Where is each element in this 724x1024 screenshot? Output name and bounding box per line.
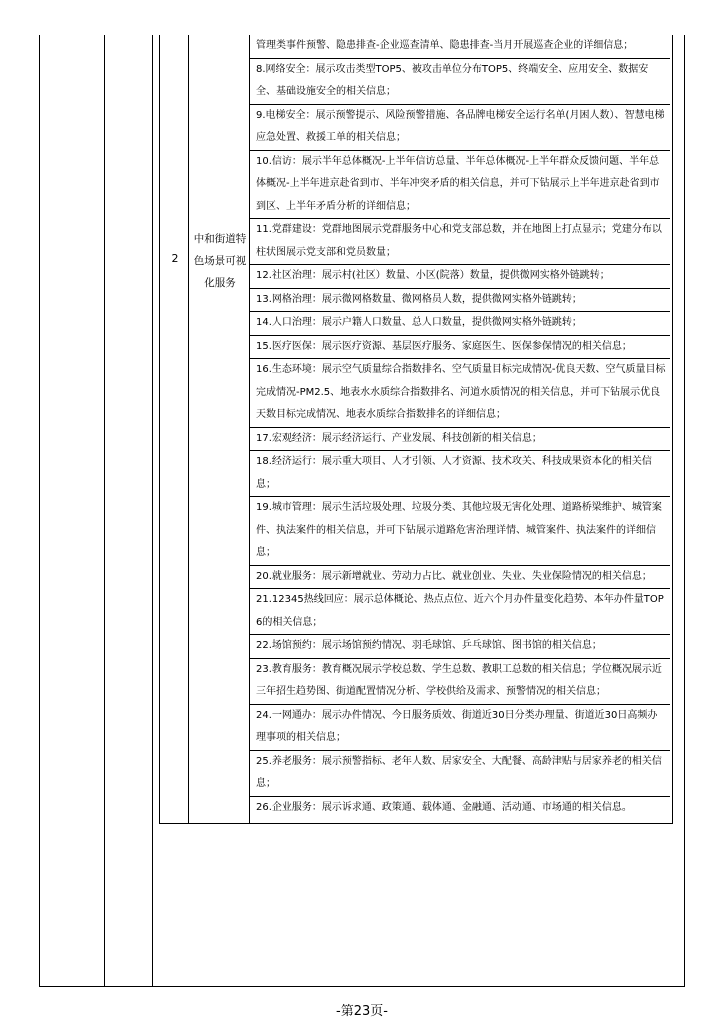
list-item: 19.城市管理：展示生活垃圾处理、垃圾分类、其他垃圾无害化处理、道路桥梁维护、城管案件、执法案件的相关信息，并可下钻展示道路危害治理详情、城管案件、执法案件的详细信息； (250, 497, 670, 566)
list-item: 26.企业服务：展示诉求通、政策通、载体通、金融通、活动通、市场通的相关信息。 (256, 801, 632, 813)
list-item: 17.宏观经济：展示经济运行、产业发展、科技创新的相关信息； (250, 428, 670, 452)
table-border-left (39, 35, 40, 987)
list-item: 15.医疗医保：展示医疗资源、基层医疗服务、家庭医生、医保参保情况的相关信息； (250, 336, 670, 360)
list-item: 16.生态环境：展示空气质量综合指数排名、空气质量目标完成情况-优良天数、空气质量目标完成情况-PM2.5、地表水水质综合指数排名、河道水质情况的相关信息，并可下钻展示优良天数目标完成情况、地表水质综合指数排名的详细信息； (250, 359, 670, 428)
list-item: 11.党群建设：党群地图展示党群服务中心和党支部总数，并在地图上打点显示；党建分布以柱状图展示党支部和党员数量； (250, 219, 670, 265)
list-item: 管理类事件预警、隐患排查-企业巡查清单、隐患排查-当月开展巡查企业的详细信息； (250, 35, 670, 59)
table-column-divider (152, 35, 153, 987)
row-number: 2 (171, 252, 179, 265)
list-item: 13.网格治理：展示微网格数量、微网格员人数，提供微网实格外链跳转； (250, 289, 670, 313)
list-item: 23.教育服务：教育概况展示学校总数、学生总数、教职工总数的相关信息；学位概况展示近三年招生趋势图、街道配置情况分析、学校供给及需求、预警情况的相关信息； (250, 659, 670, 705)
table-column-divider (104, 35, 105, 987)
list-item: 24.一网通办：展示办件情况、今日服务质效、街道近30日分类办理量、街道近30日高频办理事项的相关信息； (250, 705, 670, 751)
page-number: -第23页- (336, 1004, 388, 1019)
table-border-bottom (39, 986, 685, 987)
list-item: 22.场馆预约：展示场馆预约情况、羽毛球馆、乒乓球馆、图书馆的相关信息； (250, 635, 670, 659)
description-list (250, 35, 670, 819)
nested-column-divider (188, 35, 189, 823)
list-item: 20.就业服务：展示新增就业、劳动力占比、就业创业、失业、失业保险情况的相关信息； (250, 566, 670, 590)
list-item: 21.12345热线回应：展示总体概论、热点点位、近六个月办件量变化趋势、本年办件量TOP6的相关信息； (250, 589, 670, 635)
list-item: 18.经济运行：展示重大项目、人才引领、人才资源、技术攻关、科技成果资本化的相关信息； (250, 451, 670, 497)
row-category: 中和街道特色场景可视化服务 (193, 233, 247, 289)
table-border-right (684, 35, 685, 987)
list-item: 8.网络安全：展示攻击类型TOP5、被攻击单位分布TOP5、终端安全、应用安全、数据安全、基础设施安全的相关信息； (250, 59, 670, 105)
list-item: 9.电梯安全：展示预警提示、风险预警措施、各品牌电梯安全运行名单(月困人数）、智慧电梯应急处置、救援工单的相关信息； (250, 105, 670, 151)
list-item: 10.信访：展示半年总体概况-上半年信访总量、半年总体概况-上半年群众反馈问题、半年总体概况-上半年进京赴省到市、半年冲突矛盾的相关信息，并可下钻展示上半年进京赴省到市到区、上半年矛盾分析的详细信息； (250, 151, 670, 220)
list-item: 14.人口治理：展示户籍人口数量、总人口数量，提供微网实格外链跳转； (250, 312, 670, 336)
list-item: 25.养老服务：展示预警指标、老年人数、居家安全、大配餐、高龄津贴与居家养老的相关信息； (250, 751, 670, 797)
list-item: 12.社区治理：展示村(社区）数量、小区(院落）数量，提供微网实格外链跳转； (250, 265, 670, 289)
